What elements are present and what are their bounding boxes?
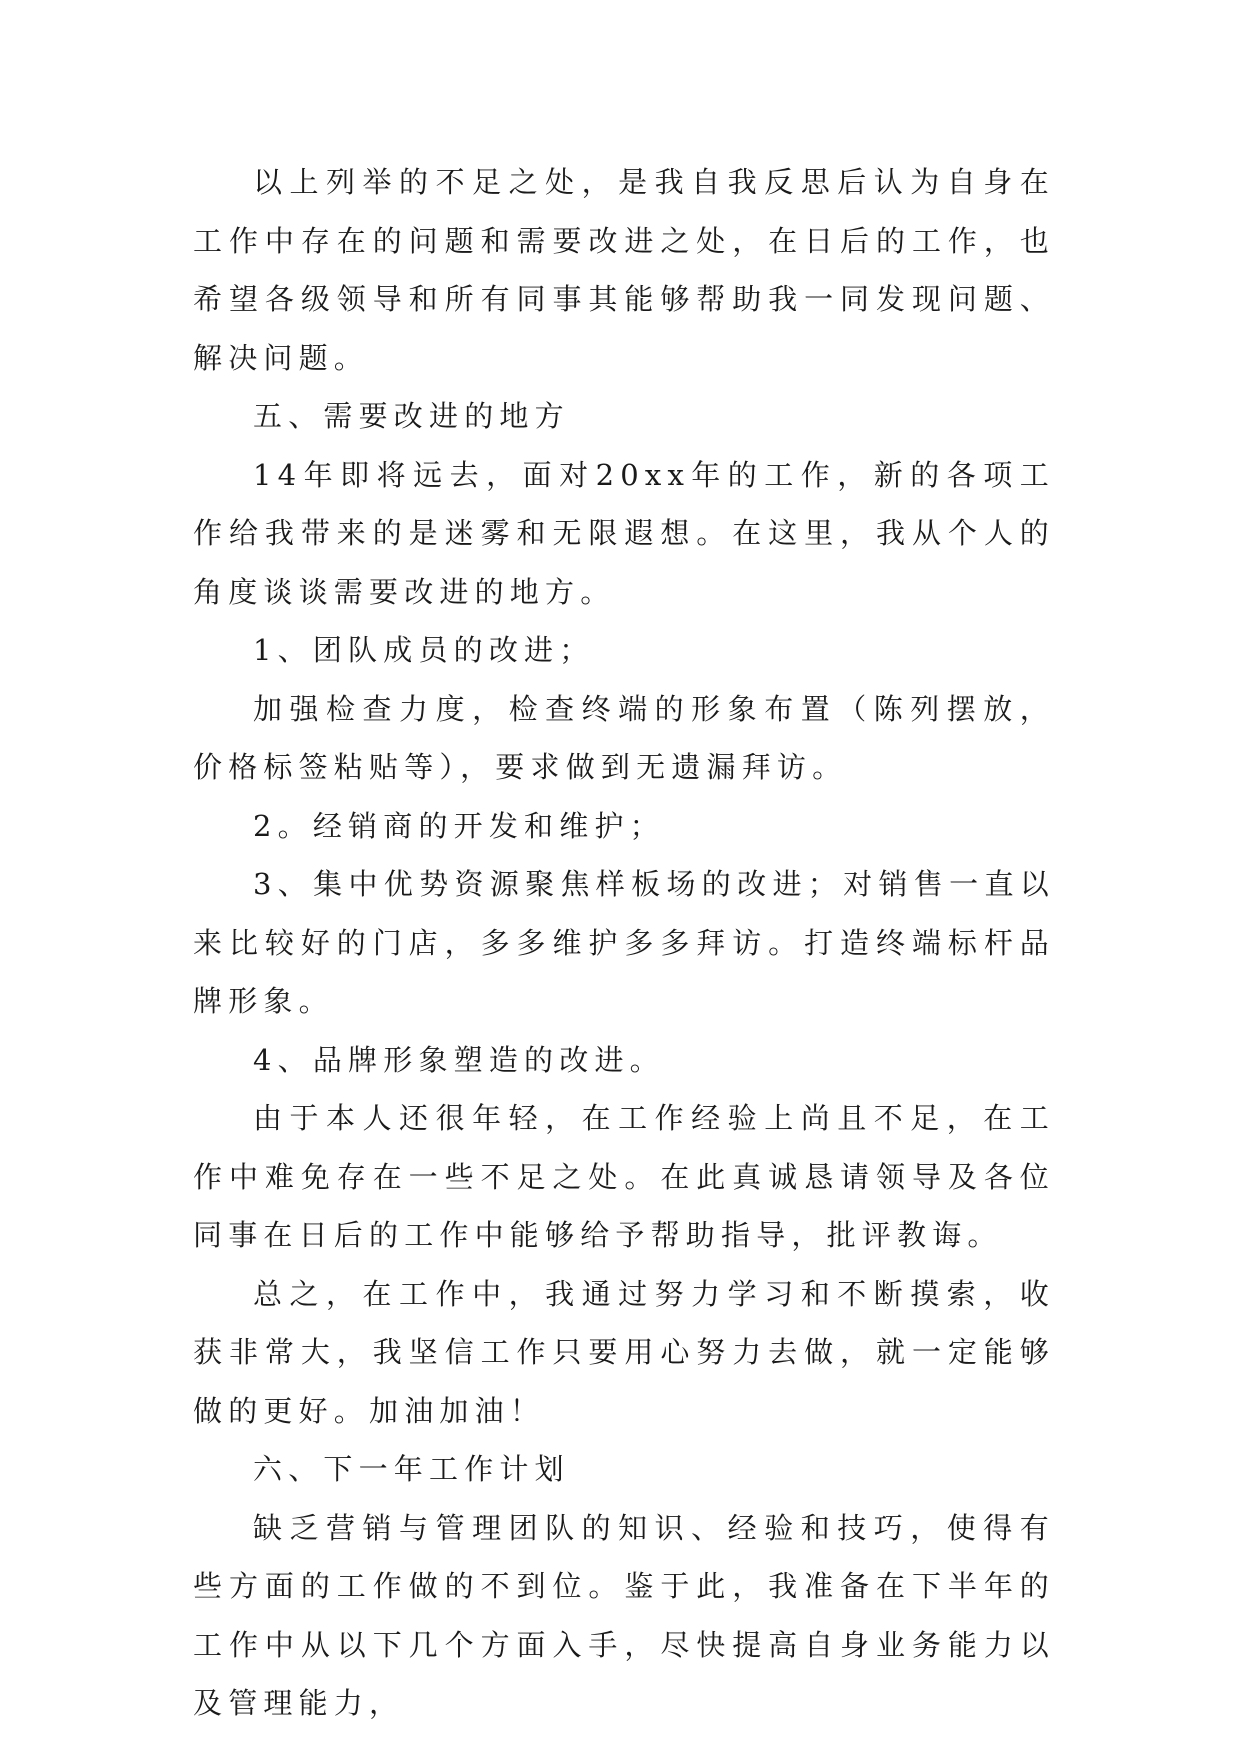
paragraph-experience: 由于本人还很年轻，在工作经验上尚且不足，在工作中难免存在一些不足之处。在此真诚恳请领导及各位同事在日后的工作中能够给予帮助指导，批评教诲。: [193, 1101, 1055, 1252]
paragraph-plan: 缺乏营销与管理团队的知识、经验和技巧，使得有些方面的工作做的不到位。鉴于此，我准备在下半年的工作中从以下几个方面入手，尽快提高自身业务能力以及管理能力，: [193, 1510, 1055, 1720]
list-item-resources: 3、集中优势资源聚焦样板场的改进；对销售一直以来比较好的门店，多多维护多多拜访。打造终端标杆品牌形象。: [193, 867, 1055, 1018]
paragraph-reflection: 以上列举的不足之处，是我自我反思后认为自身在工作中存在的问题和需要改进之处，在日后的工作，也希望各级领导和所有同事其能够帮助我一同发现问题、解决问题。: [193, 165, 1055, 375]
paragraph-outlook: 14年即将远去，面对20xx年的工作，新的各项工作给我带来的是迷雾和无限遐想。在这里，我从个人的角度谈谈需要改进的地方。: [193, 457, 1055, 609]
paragraph-conclusion: 总之，在工作中，我通过努力学习和不断摸索，收获非常大，我坚信工作只要用心努力去做，就一定能够做的更好。加油加油！: [193, 1276, 1055, 1428]
list-item-distributors: 2。经销商的开发和维护；: [253, 808, 665, 843]
document-body: [193, 153, 1055, 1733]
list-item-brand: 4、品牌形象塑造的改进。: [253, 1042, 665, 1077]
paragraph-inspection: 加强检查力度，检查终端的形象布置（陈列摆放，价格标签粘贴等），要求做到无遗漏拜访。: [193, 691, 1055, 784]
list-item-team: 1、团队成员的改进；: [253, 633, 595, 667]
section-heading-next-year-plan: 六、下一年工作计划: [253, 1452, 570, 1486]
section-heading-improvements: 五、需要改进的地方: [253, 399, 570, 433]
